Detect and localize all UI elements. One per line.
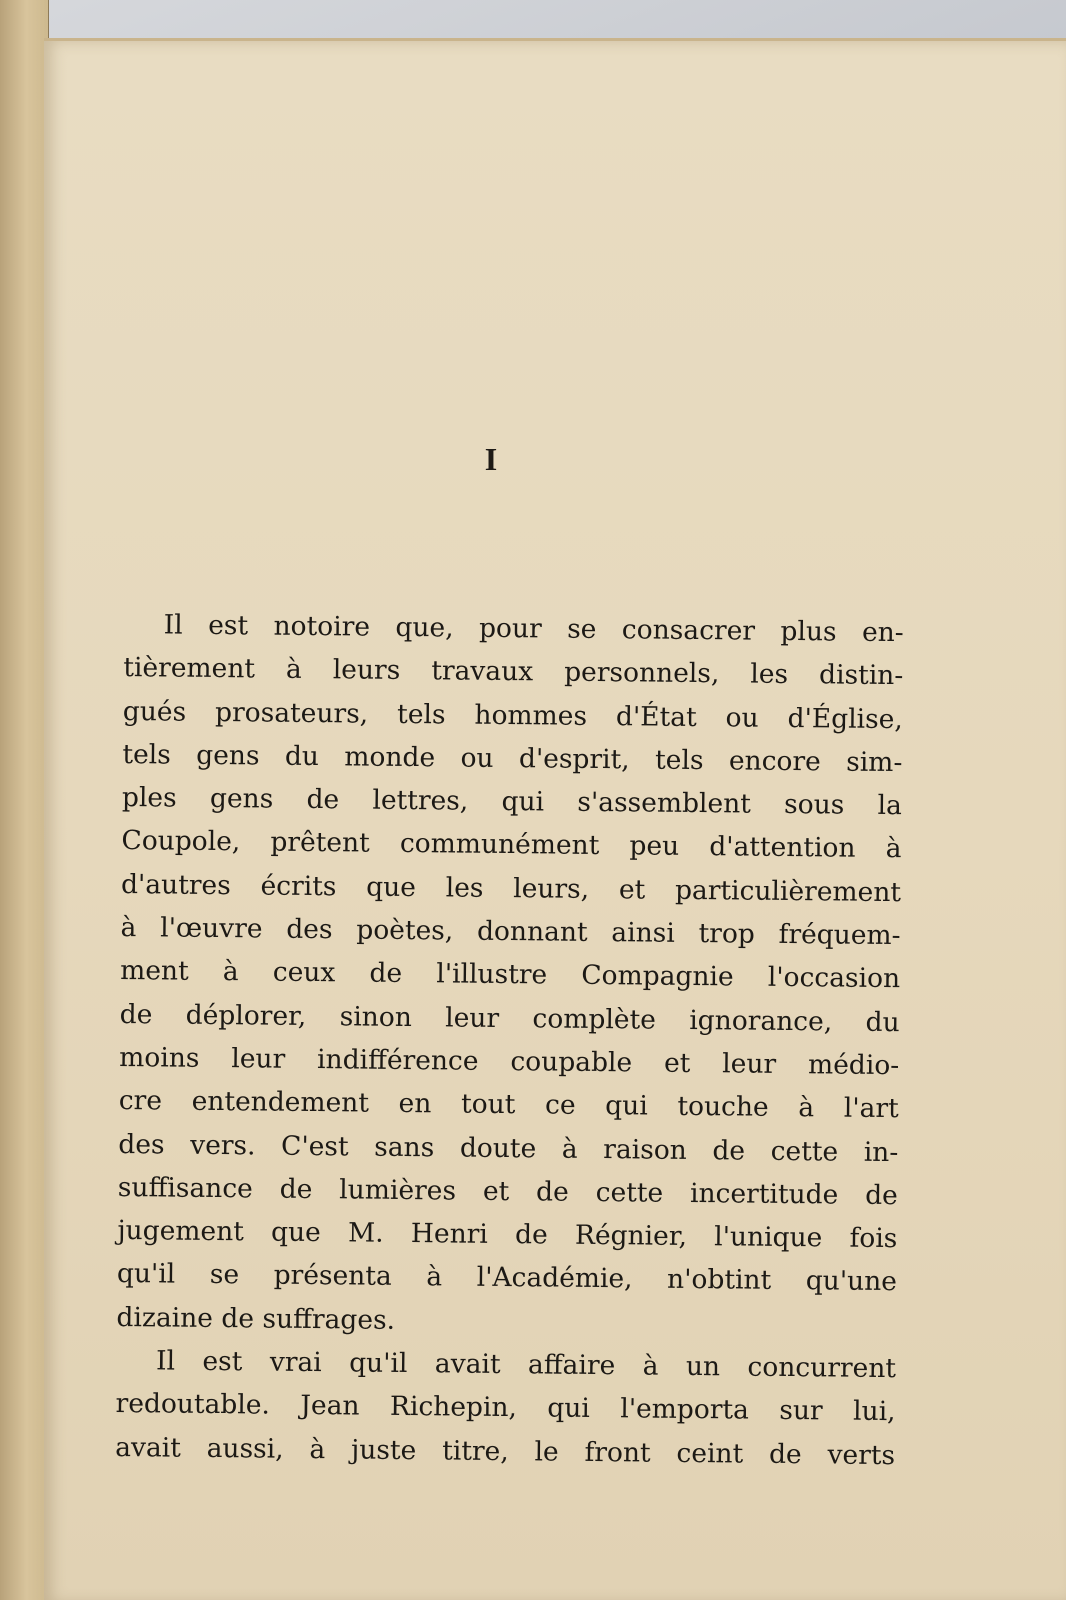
text-line: tels gens du monde ou d'esprit, tels encore sim- [122,738,903,779]
book-page [44,38,1066,1600]
text-line: d'autres écrits que les leurs, et particulièrement [120,868,902,908]
text-line: des vers. C'est sans doute à raison de cette in- [118,1128,899,1168]
chapter-heading: I [484,441,498,477]
text-line: suffisance de lumières et de cette incertitude de [117,1171,899,1211]
text-line: à l'œuvre des poètes, donnant ainsi trop fréquem- [120,912,901,952]
paragraph-1 [116,603,904,1347]
text-line: avait aussi, à juste titre, le front ceint de verts [114,1431,896,1471]
paragraph-2 [115,1339,896,1477]
text-line: Il est vrai qu'il avait affaire à un concurrent [155,1345,897,1385]
text-line: gués prosateurs, tels hommes d'État ou d'Église, [122,695,903,735]
text-line: moins leur indifférence coupable et leur médio- [119,1041,900,1082]
text-line: qu'il se présenta à l'Académie, n'obtint qu'une [116,1258,898,1298]
left-page-edge [0,0,49,1600]
text-line: ples gens de lettres, qui s'assemblent sous la [121,782,903,822]
text-line: redoutable. Jean Richepin, qui l'emporta sur lui, [115,1388,896,1428]
text-line: Coupole, prêtent communément peu d'attention à [121,825,902,865]
text-line: cre entendement en tout ce qui touche à l'art [118,1085,899,1125]
text-line: Il est notoire que, pour se consacrer plus en- [163,609,904,649]
body-text [115,603,904,1477]
text-line: jugement que M. Henri de Régnier, l'unique fois [117,1215,898,1255]
text-line: de déplorer, sinon leur complète ignorance, du [119,998,900,1038]
text-line: tièrement à leurs travaux personnels, les distin- [123,652,904,692]
text-line: ment à ceux de l'illustre Compagnie l'occasion [119,955,901,995]
text-line: dizaine de suffrages. [116,1301,396,1336]
